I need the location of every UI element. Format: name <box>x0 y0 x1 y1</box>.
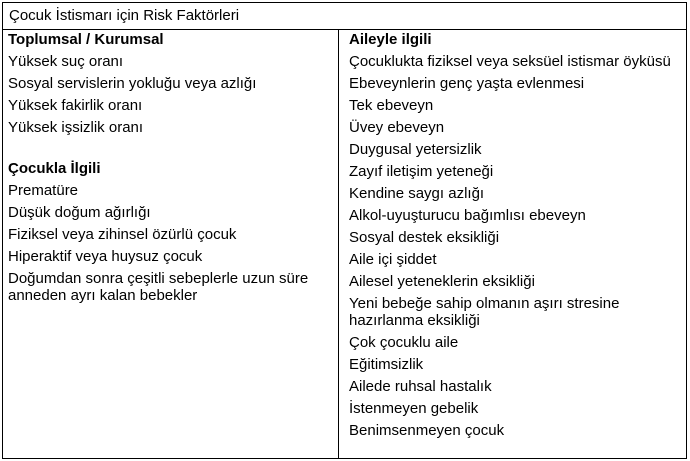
list-item: Sosyal servislerin yokluğu veya azlığı <box>8 75 257 92</box>
list-item: Ebeveynlerin genç yaşta evlenmesi <box>349 75 585 92</box>
list-item: Tek ebeveyn <box>349 97 434 114</box>
list-item: Çok çocuklu aile <box>349 334 459 351</box>
group-heading-societal: Toplumsal / Kurumsal <box>8 31 164 48</box>
spacer <box>8 141 338 160</box>
list-item: Aile içi şiddet <box>349 251 437 268</box>
list-item: Benimsenmeyen çocuk <box>349 422 505 439</box>
list-item: Doğumdan sonra çeşitli sebeplerle uzun süre anneden ayrı kalan bebekler <box>8 270 309 304</box>
list-item: Yüksek işsizlik oranı <box>8 119 144 136</box>
list-item: Hiperaktif veya huysuz çocuk <box>8 248 203 265</box>
list-item: Duygusal yetersizlik <box>349 141 482 158</box>
list-item: Yeni bebeğe sahip olmanın aşırı stresine hazırlanma eksikliği <box>349 295 620 329</box>
list-item: Düşük doğum ağırlığı <box>8 204 151 221</box>
list-item: Yüksek fakirlik oranı <box>8 97 143 114</box>
list-item: İstenmeyen gebelik <box>349 400 479 417</box>
list-item: Ailede ruhsal hastalık <box>349 378 492 395</box>
right-column <box>339 30 686 458</box>
list-item: Fiziksel veya zihinsel özürlü çocuk <box>8 226 237 243</box>
list-item: Ailesel yeteneklerin eksikliği <box>349 273 535 290</box>
list-item: Prematüre <box>8 182 79 199</box>
left-column <box>3 30 339 458</box>
list-item: Çocuklukta fiziksel veya seksüel istismar öyküsü <box>349 53 671 70</box>
list-item: Zayıf iletişim yeteneği <box>349 163 494 180</box>
list-item: Eğitimsizlik <box>349 356 424 373</box>
risk-factors-table <box>2 2 687 459</box>
list-item: Kendine saygı azlığı <box>349 185 485 202</box>
group-heading-family: Aileyle ilgili <box>349 31 432 48</box>
list-item: Üvey ebeveyn <box>349 119 445 136</box>
table-caption: Çocuk İstismarı için Risk Faktörleri <box>3 3 686 30</box>
list-item: Alkol-uyuşturucu bağımlısı ebeveyn <box>349 207 586 224</box>
list-item: Yüksek suç oranı <box>8 53 124 70</box>
list-item: Sosyal destek eksikliği <box>349 229 500 246</box>
group-heading-child: Çocukla İlgili <box>8 160 101 177</box>
